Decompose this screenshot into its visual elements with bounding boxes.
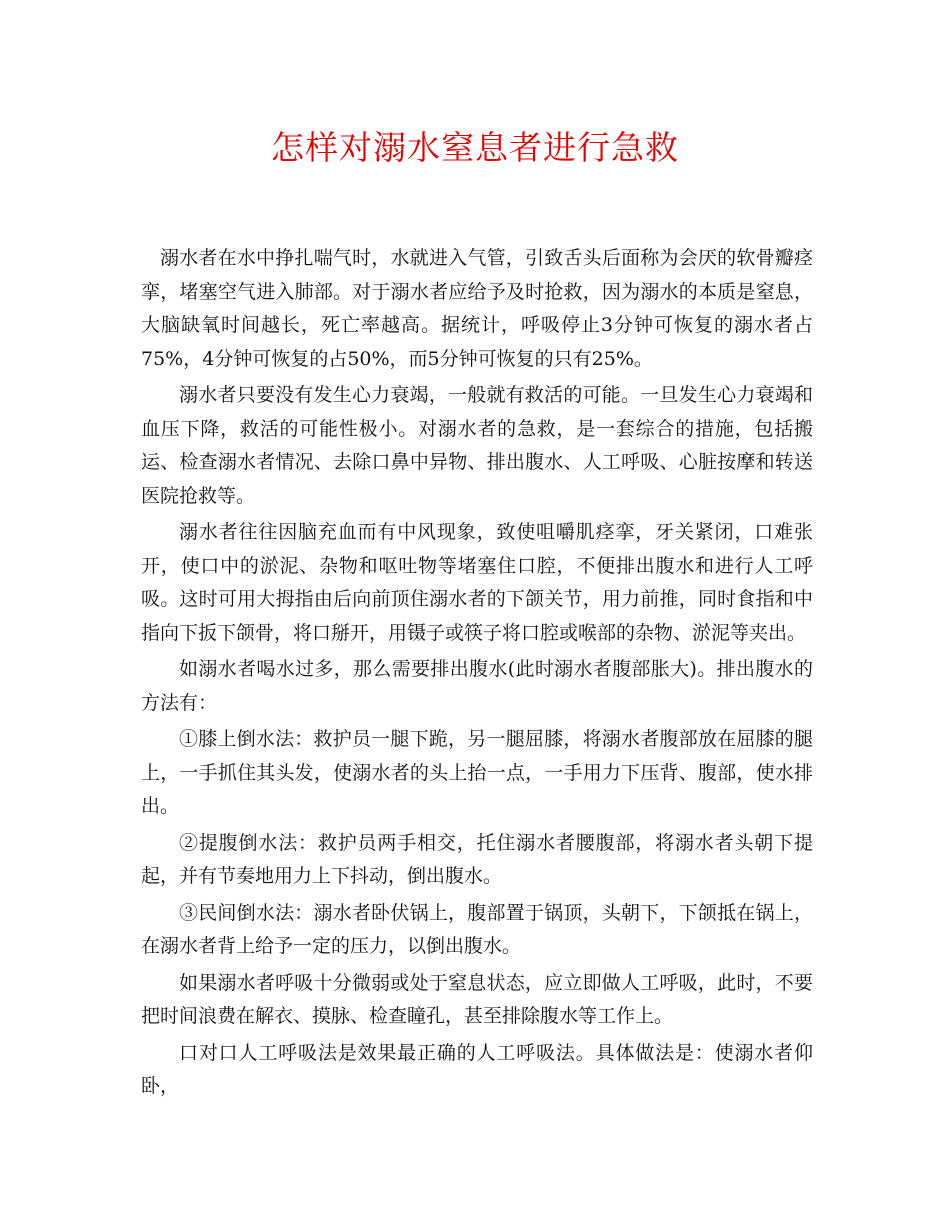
paragraph-rescue-possibility: 溺水者只要没有发生心力衰竭，一般就有救活的可能。一旦发生心力衰竭和血压下降，救活的可能性极小。对溺水者的急救，是一套综合的措施，包括搬运、检查溺水者情况、去除口鼻中异物、排出腹水、人工呼吸、心脏按摩和转送医院抢救等。 bbox=[141, 384, 813, 507]
paragraph-artificial-respiration: 如果溺水者呼吸十分微弱或处于窒息状态，应立即做人工呼吸，此时，不要把时间浪费在解衣、摸脉、检查瞳孔，甚至排除腹水等工作上。 bbox=[141, 971, 813, 1027]
document-body bbox=[141, 242, 813, 1107]
paragraph-clear-mouth: 溺水者往往因脑充血而有中风现象，致使咀嚼肌痉挛，牙关紧闭，口难张开，使口中的淤泥、杂物和呕吐物等堵塞住口腔，不便排出腹水和进行人工呼吸。这时可用大拇指由后向前顶住溺水者的下颌关节，用力前推，同时食指和中指向下扳下颌骨，将口掰开，用镊子或筷子将口腔或喉部的杂物、淤泥等夹出。 bbox=[141, 521, 813, 644]
paragraph-drain-water-intro: 如溺水者喝水过多，那么需要排出腹水(此时溺水者腹部胀大)。排出腹水的方法有： bbox=[141, 658, 813, 714]
paragraph-method-lift: ②提腹倒水法：救护员两手相交，托住溺水者腰腹部，将溺水者头朝下提起，并有节奏地用力上下抖动，倒出腹水。 bbox=[141, 831, 813, 887]
paragraph-mouth-to-mouth: 口对口人工呼吸法是效果最正确的人工呼吸法。具体做法是：使溺水者仰卧， bbox=[141, 1041, 813, 1097]
document-title: 怎样对溺水窒息者进行急救 bbox=[271, 128, 679, 167]
paragraph-method-folk: ③民间倒水法：溺水者卧伏锅上，腹部置于锅顶，头朝下，下颌抵在锅上，在溺水者背上给予一定的压力，以倒出腹水。 bbox=[141, 901, 813, 957]
paragraph-method-knee: ①膝上倒水法：救护员一腿下跪，另一腿屈膝，将溺水者腹部放在屈膝的腿上，一手抓住其头发，使溺水者的头上抬一点，一手用力下压背、腹部，使水排出。 bbox=[141, 728, 813, 817]
paragraph-intro: 溺水者在水中挣扎喘气时，水就进入气管，引致舌头后面称为会厌的软骨瓣痉挛，堵塞空气进入肺部。对于溺水者应给予及时抢救，因为溺水的本质是窒息，大脑缺氧时间越长，死亡率越高。据统计，呼吸停止3分钟可恢复的溺水者占75%，4分钟可恢复的占50%，而5分钟可恢复的只有25%。 bbox=[141, 247, 813, 370]
